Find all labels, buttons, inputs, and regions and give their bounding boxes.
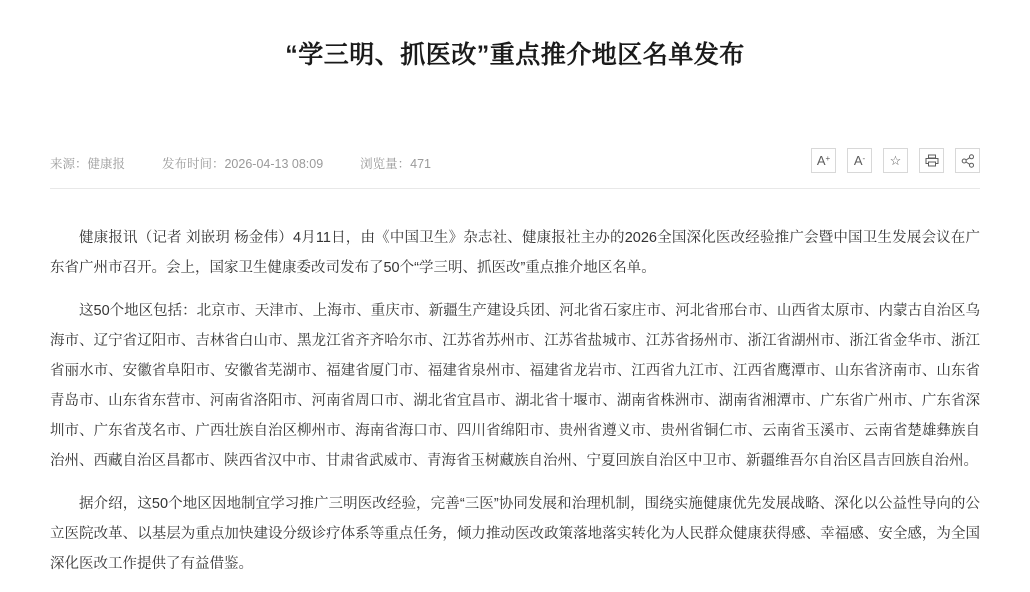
article-meta-info — [50, 154, 431, 172]
article-body — [50, 223, 980, 579]
favorite-star-icon: ☆ — [889, 153, 902, 168]
article-meta-row — [50, 148, 980, 189]
article-view-count: 浏览量：471 — [360, 157, 432, 171]
article-tools — [811, 148, 980, 173]
share-button[interactable] — [955, 148, 980, 173]
article-container — [50, 0, 980, 592]
font-decrease-sup: - — [862, 153, 866, 163]
favorite-star-button[interactable] — [883, 148, 908, 173]
print-button[interactable] — [919, 148, 944, 173]
font-decrease-label: A — [853, 153, 863, 168]
print-icon — [925, 154, 939, 167]
font-increase-sup: + — [825, 153, 831, 163]
share-icon — [961, 154, 975, 168]
page-title: “学三明、抓医改”重点推介地区名单发布 — [285, 41, 745, 69]
article-publish-time: 发布时间：2026-04-13 08:09 — [161, 157, 324, 171]
font-increase-label: A — [816, 153, 826, 168]
font-increase-button[interactable] — [811, 148, 836, 173]
article-paragraph: 据介绍，这50个地区因地制宜学习推广三明医改经验，完善“三医”协同发展和治理机制，围绕实施健康优先发展战略、深化以公益性导向的公立医院改革、以基层为重点加快建设分级诊疗体系等重点任务，倾力推动医改政策落地落实转化为人民群众健康获得感、幸福感、安全感，为全国深化医改工作提供了有益借鉴。 — [50, 496, 980, 572]
article-paragraph: 这50个地区包括：北京市、天津市、上海市、重庆市、新疆生产建设兵团、河北省石家庄市、河北省邢台市、山西省太原市、内蒙古自治区乌海市、辽宁省辽阳市、吉林省白山市、黑龙江省齐齐哈尔市、江苏省苏州市、江苏省盐城市、江苏省扬州市、浙江省湖州市、浙江省金华市、浙江省丽水市、安徽省阜阳市、安徽省芜湖市、福建省厦门市、福建省泉州市、福建省龙岩市、江西省九江市、江西省鹰潭市、山东省济南市、山东省青岛市、山东省东营市、河南省洛阳市、河南省周口市、湖北省宜昌市、湖北省十堰市、湖南省株洲市、湖南省湘潭市、广东省广州市、广东省深圳市、广东省茂名市、广西壮族自治区柳州市、海南省海口市、四川省绵阳市、贵州省遵义市、贵州省铜仁市、云南省玉溪市、云南省楚雄彝族自治州、西藏自治区昌都市、陕西省汉中市、甘肃省武威市、青海省玉树藏族自治州、宁夏回族自治区中卫市、新疆维吾尔自治区昌吉回族自治州。 — [50, 303, 980, 469]
article-source: 来源：健康报 — [50, 157, 126, 171]
font-decrease-button[interactable] — [847, 148, 872, 173]
article-paragraph: 健康报讯（记者 刘嵌玥 杨金伟）4月11日，由《中国卫生》杂志社、健康报社主办的2026全国深化医改经验推广会暨中国卫生发展会议在广东省广州市召开。会上，国家卫生健康委改司发布了50个“学三明、抓医改”重点推介地区名单。 — [50, 230, 980, 276]
